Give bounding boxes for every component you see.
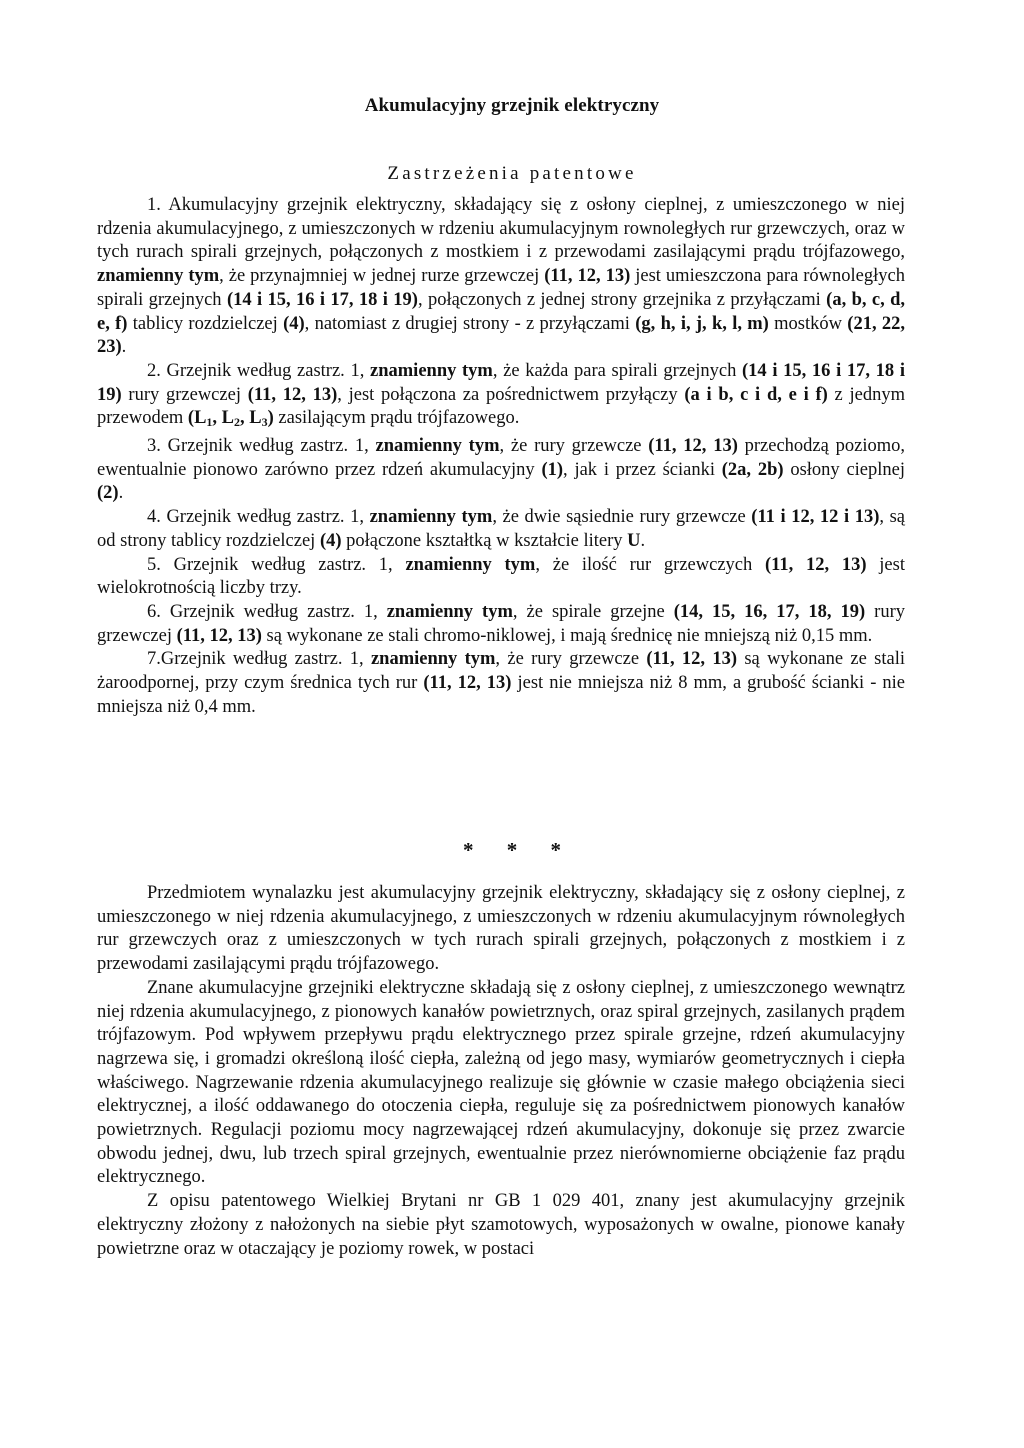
claim-text: . [640, 530, 646, 551]
bold-reference: , L [212, 408, 235, 429]
bold-reference: (21, 22, 23) [97, 313, 905, 358]
bold-reference: (11, 12, 13) [648, 436, 738, 457]
claim-text: 2. Grzejnik według zastrz. 1, [147, 360, 371, 381]
claim-text: , że rury grzewcze [499, 436, 649, 457]
bold-reference: (11, 12, 13) [646, 649, 738, 670]
bold-reference: 2 [234, 415, 241, 430]
claim-text: . [118, 483, 124, 504]
bold-reference: (a i b, c i d, e i f) [684, 384, 828, 405]
claim-paragraph [97, 554, 905, 601]
document-title: Akumulacyjny grzejnik elektryczny [364, 95, 660, 116]
claim-text: mostków [768, 313, 848, 334]
section-separator: * * * [463, 838, 575, 862]
bold-reference: (L [187, 408, 207, 429]
bold-reference: (11 i 12, 12 i 13) [751, 507, 880, 528]
claim-text: 6. Grzejnik według zastrz. 1, [147, 601, 387, 622]
claim-text: , są od strony tablicy rozdzielczej [97, 507, 905, 551]
claim-paragraph [97, 360, 905, 435]
claim-text: jest nie mniejsza niż 8 mm, a grubość ścianki - nie mniejsza niż 0,4 mm. [97, 673, 905, 717]
section-heading: Zastrzeżenia patentowe [387, 163, 637, 184]
bold-reference: U [627, 530, 641, 551]
bold-reference: (11, 12, 13) [176, 625, 262, 646]
description-section [97, 882, 905, 1261]
claim-text: zasilającym prądu trójfazowego. [273, 408, 520, 429]
claim-text: są wykonane ze stali żaroodpornej, przy czym średnica tych rur [97, 649, 905, 694]
claim-paragraph [97, 601, 905, 648]
claim-text: , połączonych z jednej strony grzejnika z przyłączami [417, 289, 827, 310]
claim-text: , że każda para spirali grzejnych [492, 360, 743, 381]
bold-reference: 3 [261, 415, 268, 430]
claim-paragraph [97, 194, 905, 360]
bold-reference: (11, 12, 13) [423, 673, 512, 694]
bold-reference: znamienny tym [370, 649, 496, 670]
bold-reference: (11, 12, 13) [544, 266, 631, 287]
claim-paragraph [97, 648, 905, 719]
bold-reference: ) [267, 408, 274, 429]
claim-text: 5. Grzejnik według zastrz. 1, [147, 554, 406, 575]
claim-text: z jednym przewodem [97, 384, 905, 429]
claim-text: , że przynajmniej w jednej rurze grzewczej [219, 266, 545, 287]
bold-reference: 1 [206, 415, 213, 430]
claim-text: 4. Grzejnik według zastrz. 1, [147, 507, 370, 528]
claim-text: , jest połączona za pośrednictwem przyłączy [337, 384, 685, 405]
description-paragraph: Znane akumulacyjne grzejniki elektryczne składają się z osłony cieplnej, z umieszczonego wewnątrz niej rdzenia akumulacyjnego, z pionowych kanałów powietrznych, oraz spiral grzejnych, zasilanych prądem trójfazowym. Pod wpływem przepływu prądu elektrycznego przez spirale grzejne, rdzeń akumulacyjny nagrzewa się, i gromadzi określoną ilość ciepła, zależną od jego masy, wymiarów geometrycznych i ciepła właściwego. Nagrzewanie rdzenia akumulacyjnego realizuje się głównie w czasie małego obciążenia sieci elektrycznej, a ilość oddawanego do otoczenia ciepła, reguluje się za pośrednictwem pionowych kanałów powietrznych. Regulacji poziomu mocy nagrzewającej rdzeń akumulacyjny, dokonuje się przez zwarcie obwodu jednej, dwu, lub trzech spiral grzejnych, ewentualnie przez nierównomierne obciążenie faz prądu elektrycznego. [97, 977, 905, 1188]
claim-text: jest wielokrotnością liczby trzy. [97, 554, 905, 599]
claim-text: są wykonane ze stali chromo-niklowej, i mają średnicę nie mniejszą niż 0,15 mm. [261, 625, 873, 646]
bold-reference: (11, 12, 13) [764, 554, 867, 575]
bold-reference: , L [240, 408, 262, 429]
claim-text: połączone kształtką w kształcie litery [341, 530, 628, 551]
bold-reference: (4) [283, 313, 305, 334]
bold-reference: znamienny tym [97, 266, 220, 287]
claim-text: , że rury grzewcze [495, 649, 647, 670]
claim-text: , jak i przez ścianki [563, 459, 722, 480]
claim-paragraph [97, 506, 905, 553]
claim-text: rury grzewczej [121, 384, 248, 405]
bold-reference: (14, 15, 16, 17, 18, 19) [673, 601, 866, 622]
claim-text: , że spirale grzejne [512, 601, 674, 622]
claim-text: 1. Akumulacyjny grzejnik elektryczny, składający się z osłony cieplnej, z umieszczonego w niej rdzenia akumulacyjnego, z umieszczonych w rdzeniu akumulacyjnym rownoległych rur grzewczych, oraz w tych rurach spirali grzejnych, połączonych z mostkiem i z przewodami zasilającymi prądu trójfazowego, [97, 195, 905, 263]
bold-reference: znamienny tym [369, 507, 493, 528]
bold-reference: (2a, 2b) [721, 459, 784, 480]
claim-text: . [121, 337, 127, 358]
claim-text: , że dwie sąsiednie rury grzewcze [492, 507, 752, 528]
claim-paragraph [97, 435, 905, 506]
bold-reference: znamienny tym [370, 360, 493, 381]
claim-text: przechodzą poziomo, ewentualnie pionowo zarówno przez rdzeń akumulacyjny [97, 436, 905, 480]
claim-text: rury grzewczej [97, 601, 905, 646]
bold-reference: znamienny tym [405, 554, 536, 575]
claim-text: 7.Grzejnik według zastrz. 1, [147, 649, 371, 670]
claim-text: tablicy rozdzielczej [127, 313, 284, 334]
bold-reference: (a, b, c, d, e, f) [97, 289, 906, 334]
description-paragraph: Przedmiotem wynalazku jest akumulacyjny grzejnik elektryczny, składający się z osłony cieplnej, z umieszczonego w niej rdzenia akumulacyjnego, z umieszczonych w rdzeniu akumulacyjnym równoległych rur grzewczych oraz z umieszczonych w tych rurach spirali grzejnych, połączonych z mostkiem i z przewodami zasilającymi prądu trójfazowego. [97, 883, 905, 975]
bold-reference: (14 i 15, 16 i 17, 18 i 19) [226, 289, 418, 310]
bold-reference: (1) [541, 459, 564, 480]
bold-reference: (11, 12, 13) [247, 384, 338, 405]
claim-text: jest umieszczona para równoległych spirali grzejnych [97, 266, 905, 310]
bold-reference: (2) [97, 483, 119, 504]
claim-text: , natomiast z drugiej strony - z przyłączami [304, 313, 636, 334]
bold-reference: (14 i 15, 16 i 17, 18 i 19) [97, 360, 905, 405]
claims-section [97, 194, 905, 719]
bold-reference: (4) [319, 530, 342, 551]
claim-text: , że ilość rur grzewczych [535, 554, 765, 575]
bold-reference: (g, h, i, j, k, l, m) [635, 313, 769, 334]
claim-text: 3. Grzejnik według zastrz. 1, [147, 436, 376, 457]
description-paragraph: Z opisu patentowego Wielkiej Brytani nr GB 1 029 401, znany jest akumulacyjny grzejnik elektryczny złożony z nałożonych na siebie płyt szamotowych, wyposażonych w owalne, pionowe kanały powietrzne oraz w otaczający je poziomy rowek, w postaci [97, 1191, 905, 1259]
bold-reference: znamienny tym [375, 436, 500, 457]
bold-reference: znamienny tym [386, 601, 513, 622]
claim-text: osłony cieplnej [783, 459, 906, 480]
